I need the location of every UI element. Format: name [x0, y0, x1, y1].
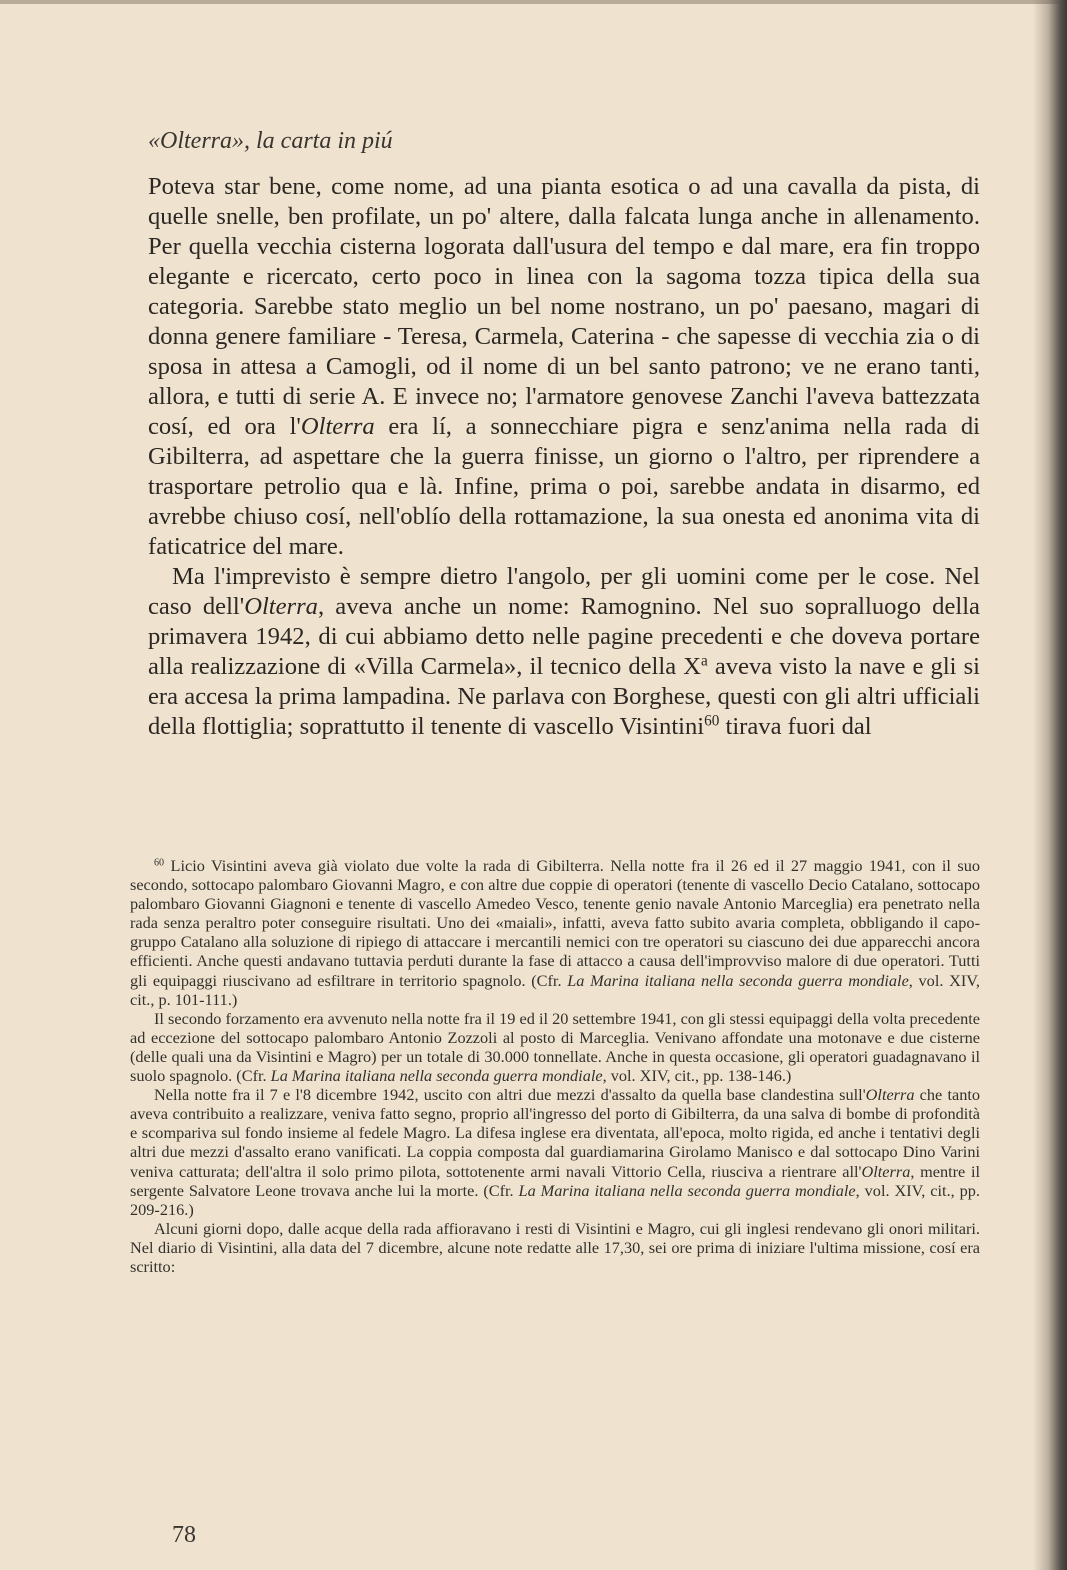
page-gutter-shadow — [1033, 0, 1067, 1570]
body-paragraph-2: Ma l'imprevisto è sempre dietro l'angolo, per gli uomini come per le cose. Nel caso dell'Olterra, aveva anche un nome: Ramognino. Nel suo sopralluogo della primavera 1942, di cui abbiamo detto nelle pagine precedenti e che doveva portare alla realizzazione di «Villa Carmela», il tecnico della $X^a$ aveva visto la nave e gli si era accesa la prima lampadina. Ne parlava con Borghese, questi con gli altri ufficiali della flottiglia; soprattutto il tenente di vascello Visintini$^{60}$ tirava fuori dal — [148, 563, 980, 740]
footnote-marker: 60 — [154, 857, 165, 869]
main-text — [148, 172, 980, 742]
footnote-paragraph-4: Alcuni giorni dopo, dalle acque della rada affioravano i resti di Visintini e Magro, cui gli inglesi rendevano gli onori militari. Nel diario di Visintini, alla data del 7 dicembre, alcune note redatte alle 17,30, sei ore prima di iniziare l'ultima missione, cosí era scritto: — [130, 1218, 980, 1276]
decima-superscript: a — [700, 652, 708, 670]
footnote-paragraph-3: Nella notte fra il 7 e l'8 dicembre 1942, uscito con altri due mezzi d'assalto da quella base clandestina sull'Olterra che tanto aveva contribuito a realizzare, veniva fatto segno, proprio all'ingresso del porto di Gibilterra, da una salva di bombe di profondità e scompariva sul fondo insieme al fedele Magro. La difesa inglese era diventata, all'epoca, molto rigida, ed anche i tentativi degli altri due mezzi d'assalto erano vanificati. La coppia composta dal guardiamarina Girolamo Manisco e dal sottocapo Dino Varini veniva catturata; dell'altra il solo primo pilota, sottotenente armi navali Vittorio Cella, riusciva a rientrare all'Olterra, mentre il sergente Salvatore Leone trovava anche lui la morte. (Cfr. La Marina italiana nella seconda guerra mondiale, vol. XIV, cit., pp. 209-216.) — [130, 1085, 981, 1219]
footnote-paragraph-2: Il secondo forzamento era avvenuto nella notte fra il 19 ed il 20 settembre 1941, con gli stessi equipaggi della volta precedente ad eccezione del sottocapo palombaro Antonio Zozzoli al posto di Marceglia. Venivano affondate una motonave e due cisterne (delle quali una da Visintini e Magro) per un totale di 30.000 tonnellate. Anche in questa occasione, gli operatori guadagnavano il suolo spagnolo. (Cfr. La Marina italiana nella seconda guerra mondiale, vol. XIV, cit., pp. 138-146.) — [130, 1008, 980, 1086]
page-top-edge — [0, 0, 1067, 4]
footnote-60: $^{60}$ Licio Visintini aveva già violato due volte la rada di Gibilterra. Nella notte fra il 26 ed il 27 maggio 1941, con il suo secondo, sottocapo palombaro Giovanni Magro, e con altre due coppie di operatori (tenente di vascello Decio Catalano, sottocapo palombaro Giovanni Giagnoni e tenente di vascello Amedeo Vesco, tenente genio navale Antonio Marceglia) era penetrato nella rada senza peraltro poter conseguire risultati. Uno dei «maiali», infatti, aveva fatto subito avaria completa, obbligando il capo-gruppo Catalano alla soluzione di ripiego di attaccare i mercantili nemici con tre operatori su ciascuno dei due apparecchi ancora efficienti. Anche questi andavano tuttavia perduti durante la fase di attacco a causa dell'improvviso malore di due operatori. Tutti gli equipaggi riuscivano ad esfiltrare in territorio spagnolo. (Cfr. La Marina italiana nella seconda guerra mondiale, vol. XIV, cit., p. 101-111.) — [130, 856, 981, 1009]
footnotes — [130, 856, 980, 1276]
page-number: 78 — [172, 1522, 196, 1548]
running-head: «Olterra», la carta in piú — [148, 128, 393, 154]
footnote-ref-60: 60 — [704, 712, 720, 730]
body-paragraph-1: Poteva star bene, come nome, ad una pianta esotica o ad una cavalla da pista, di quelle snelle, ben profilate, un po' altere, dalla falcata lunga anche in allenamento. Per quella vecchia cisterna logorata dall'usura del tempo e dal mare, era fin troppo elegante e ricercato, certo poco in linea con la sagoma tozza tipica della sua categoria. Sarebbe stato meglio un bel nome nostrano, un po' paesano, magari di donna genere familiare - Teresa, Carmela, Caterina - che sapesse di vecchia zia o di sposa in attesa a Camogli, od il nome di un bel santo patrono; ve ne erano tanti, allora, e tutti di serie A. E invece no; l'armatore genovese Zanchi l'aveva battezzata cosí, ed ora l'Olterra era lí, a sonnecchiare pigra e senz'anima nella rada di Gibilterra, ad aspettare che la guerra finisse, un giorno o l'altro, per riprendere a trasportare petrolio qua e là. Infine, prima o poi, sarebbe andata in disarmo, ed avrebbe chiuso cosí, nell'oblío della rottamazione, la sua onesta ed anonima vita di faticatrice del mare. — [148, 173, 981, 560]
